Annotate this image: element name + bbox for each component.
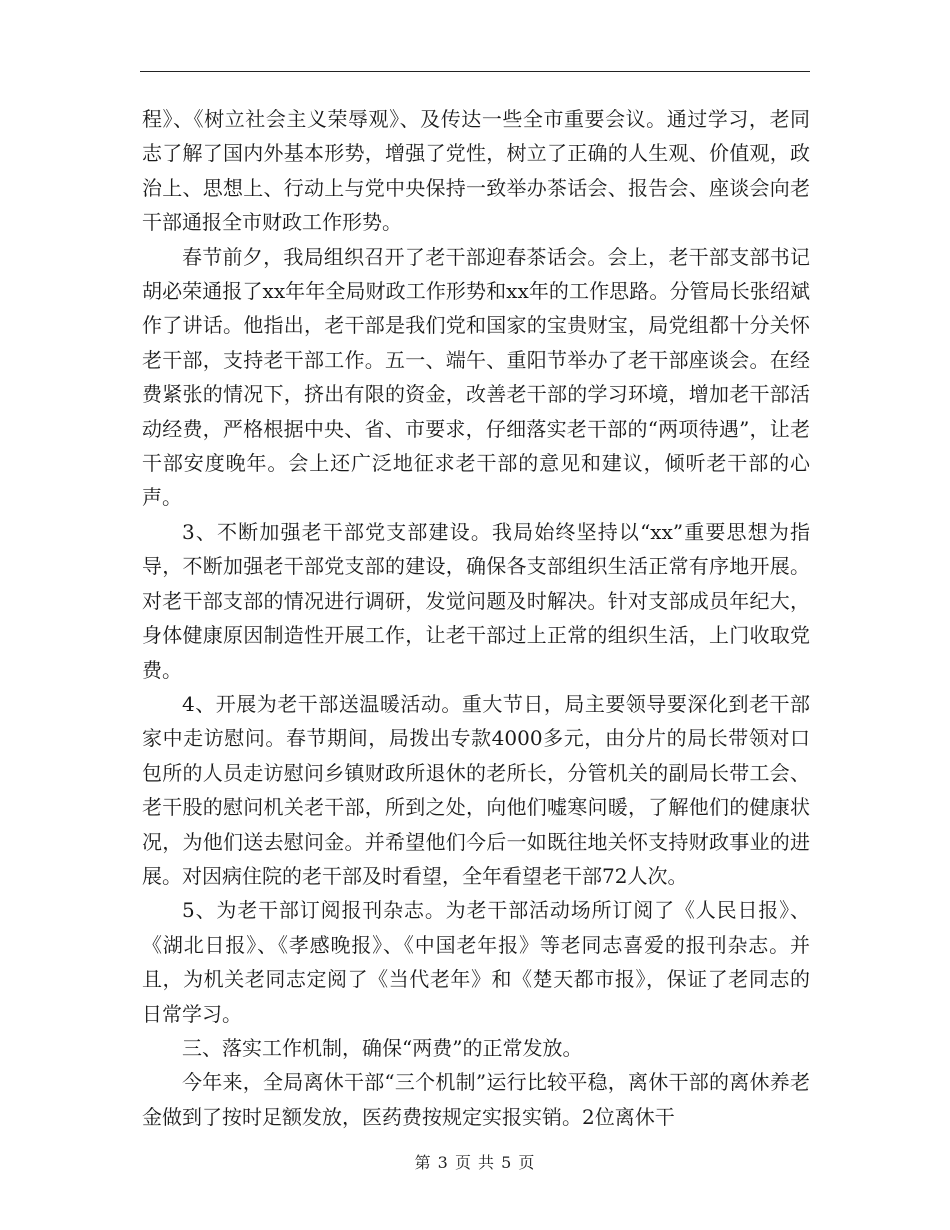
document-body <box>142 102 810 1134</box>
paragraph-spring-tea-party: 春节前夕，我局组织召开了老干部迎春茶话会。会上，老干部支部书记胡必荣通报了xx年年全局财政工作形势和xx年的工作思路。分管局长张绍斌作了讲话。他指出，老干部是我们党和国家的宝贵财宝，局党组都十分关怀老干部，支持老干部工作。五一、端午、重阳节举办了老干部座谈会。在经费紧张的情况下，挤出有限的资金，改善老干部的学习环境，增加老干部活动经费，严格根据中央、省、市要求，仔细落实老干部的“两项待遇”，让老干部安度晚年。会上还广泛地征求老干部的意见和建议，倾听老干部的心声。 <box>142 244 810 510</box>
paragraph-newspaper-subscription: 5、为老干部订阅报刊杂志。为老干部活动场所订阅了《人民日报》、《湖北日报》、《孝感晚报》、《中国老年报》等老同志喜爱的报刊杂志。并且，为机关老同志定阅了《当代老年》和《楚天都市报》，保证了老同志的日常学习。 <box>142 898 810 1026</box>
paragraph-warmth-activity: 4、开展为老干部送温暖活动。重大节日，局主要领导要深化到老干部家中走访慰问。春节期间，局拨出专款4000多元，由分片的局长带领对口包所的人员走访慰问乡镇财政所退休的老所长，分管机关的副局长带工会、老干股的慰问机关老干部，所到之处，向他们嘘寒问暖，了解他们的健康状况，为他们送去慰问金。并希望他们今后一如既往地关怀支持财政事业的进展。对因病住院的老干部及时看望，全年看望老干部72人次。 <box>142 691 810 888</box>
paragraph-continuation: 程》、《树立社会主义荣辱观》、及传达一些全市重要会议。通过学习，老同志了解了国内外基本形势，增强了党性，树立了正确的人生观、价值观，政治上、思想上、行动上与党中央保持一致举办茶话会、报告会、座谈会向老干部通报全市财政工作形势。 <box>142 107 810 235</box>
paragraph-pension: 今年来，全局离休干部“三个机制”运行比较平稳，离休干部的离休养老金做到了按时足额发放，医药费按规定实报实销。2位离休干 <box>142 1070 810 1129</box>
paragraph-party-branch: 3、不断加强老干部党支部建设。我局始终坚持以“xx”重要思想为指导，不断加强老干部党支部的建设，确保各支部组织生活正常有序地开展。对老干部支部的情况进行调研，发觉问题及时解决。针对支部成员年纪大，身体健康原因制造性开展工作，让老干部过上正常的组织生活，上门收取党费。 <box>142 519 810 682</box>
header-rule <box>140 71 810 72</box>
section-heading-mechanism: 三、落实工作机制，确保“两费”的正常发放。 <box>182 1035 583 1060</box>
page-number-footer: 第 3 页 共 5 页 <box>414 1153 536 1172</box>
